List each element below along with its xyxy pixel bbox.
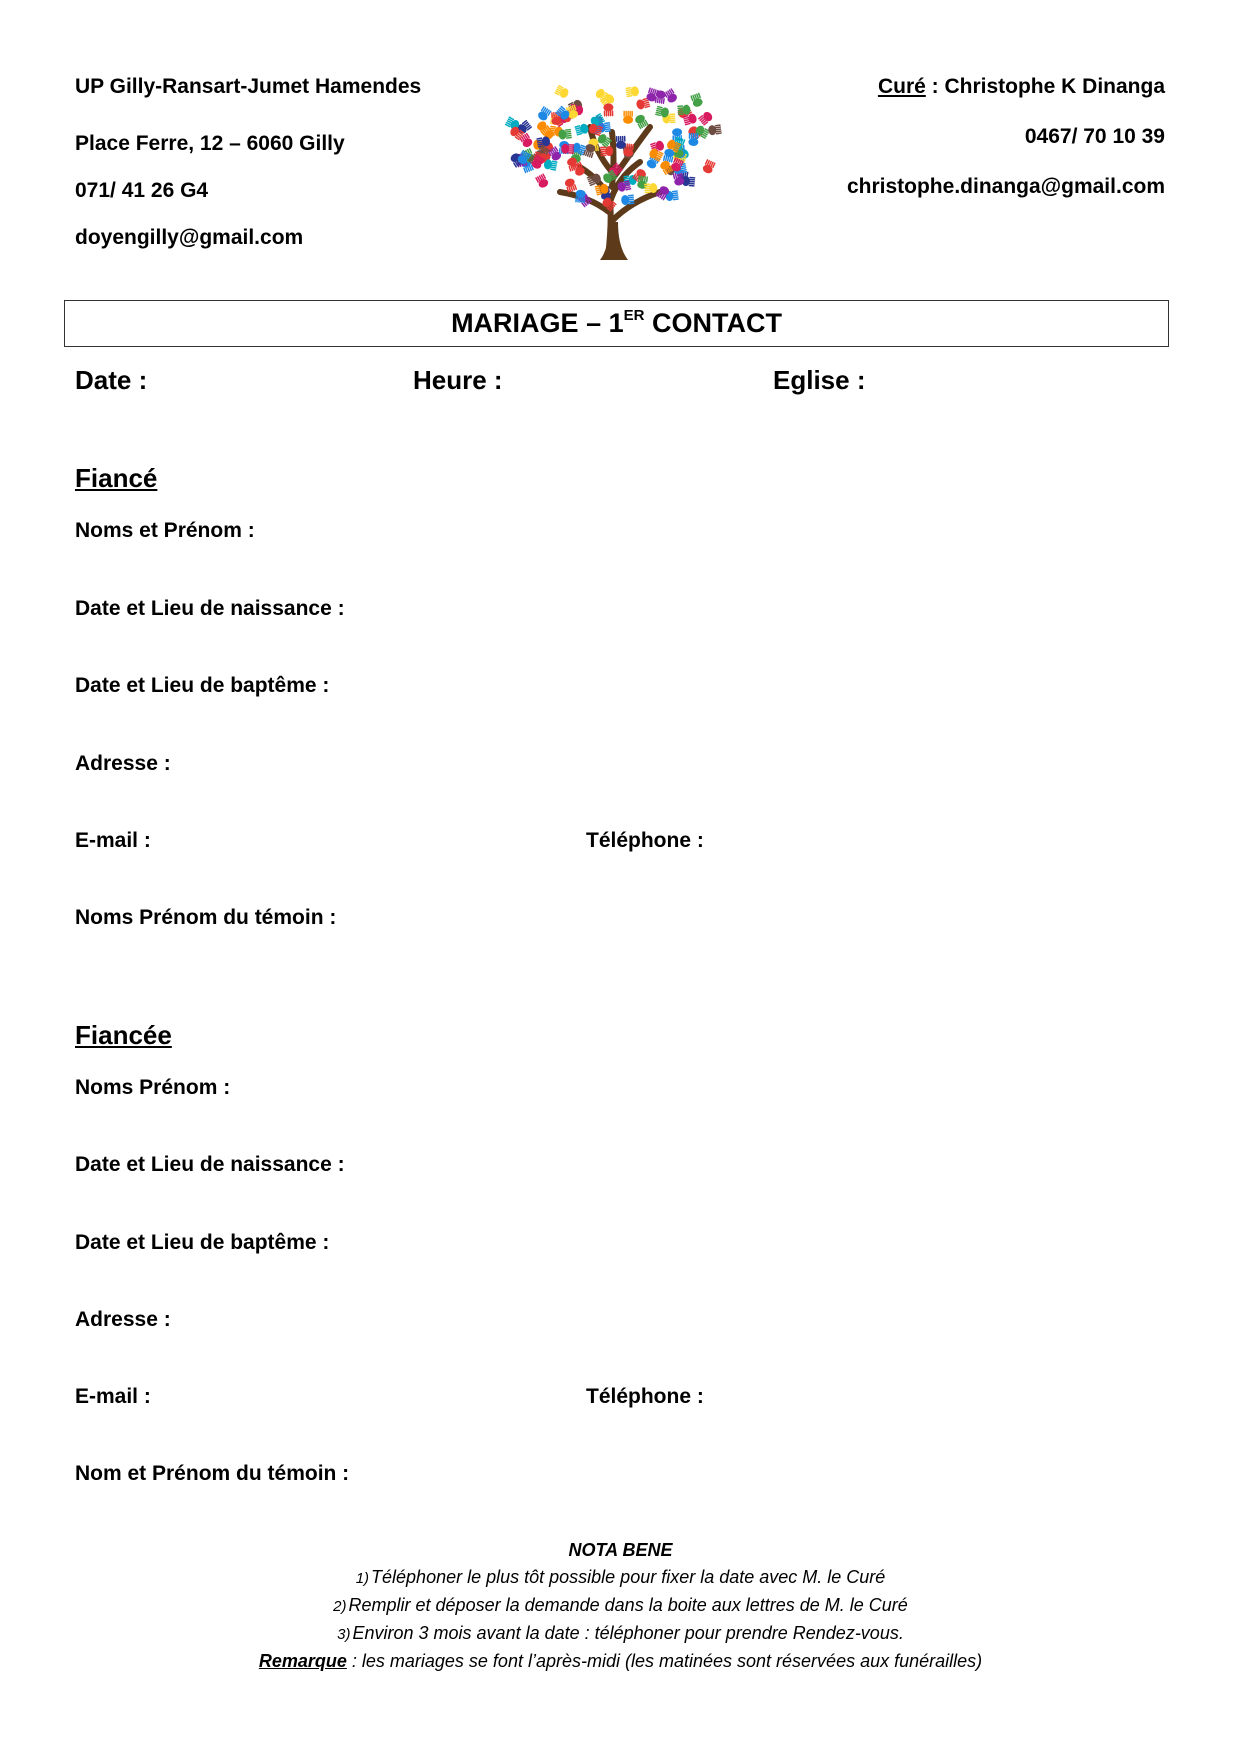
nota-item (0, 1567, 1241, 1588)
fiancee-heading: Fiancée (75, 1020, 172, 1050)
nota-item-num: 1) (355, 1570, 370, 1587)
priest-phone: 0467/ 70 10 39 (1024, 125, 1165, 148)
nota-item-num: 3) (337, 1626, 351, 1643)
hand-leaf (663, 88, 678, 104)
nota-remark (0, 1651, 1241, 1672)
hand-leaf (708, 124, 722, 136)
hand-leaf (698, 110, 714, 126)
fiancee-phone-label: Téléphone : (586, 1385, 704, 1408)
priest-line (878, 75, 1165, 99)
fiance-email-label: E-mail : (75, 829, 151, 852)
nota-item (0, 1623, 1241, 1644)
nota-item (0, 1595, 1241, 1616)
hand-leaf (625, 86, 639, 98)
nota-item-num: 2) (333, 1598, 347, 1615)
parish-name: UP Gilly-Ransart-Jumet Hamendes (75, 75, 422, 98)
hand-leaf (600, 146, 614, 157)
tree-of-hands-logo (500, 72, 740, 262)
title-sup: ER (623, 307, 645, 324)
fiance-phone-label: Téléphone : (586, 829, 704, 852)
fiancee-name-label: Noms Prénom : (75, 1076, 231, 1099)
priest-name: Christophe K Dinanga (944, 75, 1165, 98)
nota-item-text: Environ 3 mois avant la date : téléphoner pour prendre Rendez-vous. (352, 1623, 904, 1643)
hand-leaf (654, 90, 666, 104)
page-title (64, 300, 1169, 347)
remark-label: Remarque (258, 1651, 347, 1671)
fiancee-address-label: Adresse : (75, 1308, 171, 1331)
fiance-birth-label: Date et Lieu de naissance : (75, 597, 345, 620)
tree-base (600, 222, 628, 260)
hand-leaf (623, 111, 633, 124)
priest-role: Curé (877, 75, 926, 98)
hand-leaf (616, 136, 626, 149)
hand-leaf (535, 173, 550, 189)
hand-leaf (621, 194, 635, 205)
title-main: MARIAGE – 1 (451, 308, 624, 338)
time-label: Heure : (413, 365, 503, 395)
hand-leaf (637, 175, 649, 189)
fiancee-birth-label: Date et Lieu de naissance : (75, 1153, 345, 1176)
fiance-baptism-label: Date et Lieu de baptême : (75, 674, 330, 697)
hand-leaf (690, 92, 704, 108)
fiancee-witness-label: Nom et Prénom du témoin : (75, 1462, 350, 1485)
fiancee-baptism-label: Date et Lieu de baptême : (75, 1231, 330, 1254)
parish-address: Place Ferre, 12 – 6060 Gilly (75, 132, 345, 155)
remark-text: : les mariages se font l’après-midi (les matinées sont réservées aux funérailles) (346, 1651, 983, 1671)
fiance-witness-label: Noms Prénom du témoin : (75, 906, 337, 929)
hand-leaf (644, 183, 658, 194)
fiance-address-label: Adresse : (75, 752, 171, 775)
hand-leaf (554, 84, 570, 99)
nota-title: NOTA BENE (568, 1540, 673, 1560)
hand-leaf (574, 123, 589, 136)
title-rest: CONTACT (644, 308, 782, 338)
hand-leaf (688, 133, 698, 146)
priest-email: christophe.dinanga@gmail.com (846, 175, 1165, 198)
priest-sep: : (925, 75, 945, 98)
date-label: Date : (75, 365, 148, 395)
fiancee-email-label: E-mail : (75, 1385, 151, 1408)
parish-email: doyengilly@gmail.com (75, 226, 304, 249)
church-label: Eglise : (773, 365, 866, 395)
nota-item-text: Téléphoner le plus tôt possible pour fixer la date avec M. le Curé (371, 1567, 886, 1587)
fiance-heading: Fiancé (75, 463, 158, 493)
fiance-name-label: Noms et Prénom : (75, 519, 255, 542)
hand-leaf (603, 103, 613, 116)
nota-item-text: Remplir et déposer la demande dans la boite aux lettres de M. le Curé (348, 1595, 908, 1615)
hand-leaf (519, 133, 534, 149)
parish-phone: 071/ 41 26 G4 (75, 179, 209, 202)
hand-leaf (536, 106, 551, 122)
hand-leaf (561, 144, 574, 154)
hand-leaf (702, 159, 716, 175)
